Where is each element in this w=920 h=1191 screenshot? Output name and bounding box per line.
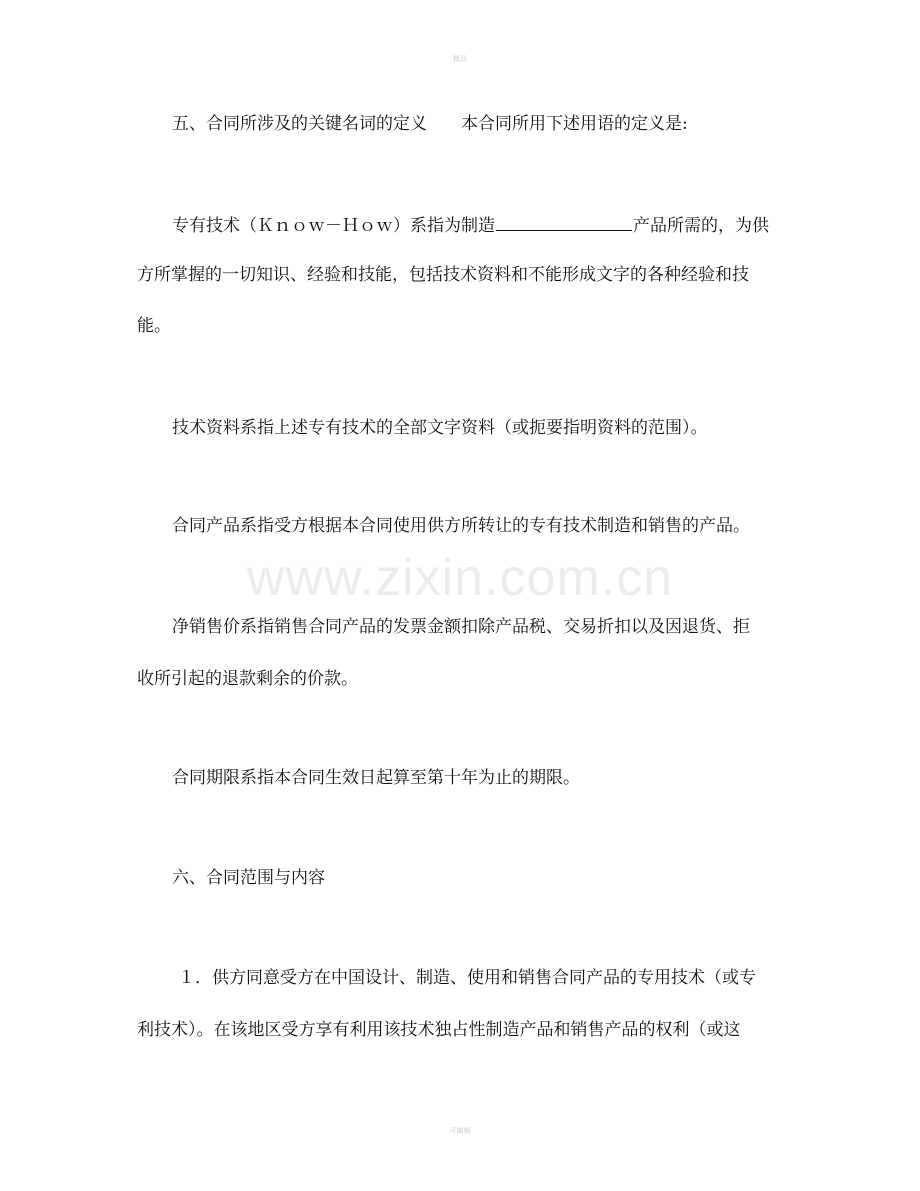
fill-in-blank <box>496 212 632 231</box>
contract-product-definition: 合同产品系指受方根据本合同使用供方所转让的专有技术制造和销售的产品。 <box>172 516 750 536</box>
section-5-title: 五、合同所涉及的关键名词的定义 <box>172 114 427 134</box>
clause-1-line-2: 利技术）。在该地区受方享有利用该技术独占性制造产品和销售产品的权利（或这 <box>137 1020 741 1040</box>
net-sales-price-definition-line-2: 收所引起的退款剩余的价款。 <box>137 669 358 689</box>
contract-term-definition: 合同期限系指本合同生效日起算至第十年为止的期限。 <box>172 768 580 788</box>
clause-1-line-1: １．供方同意受方在中国设计、制造、使用和销售合同产品的专用技术（或专 <box>178 968 756 988</box>
know-how-definition-line-2: 方所掌握的一切知识、经验和技能，包括技术资料和不能形成文字的各种经验和技 <box>137 265 749 285</box>
watermark: www.zixin.com.cn <box>246 549 674 607</box>
know-how-text-a: 专有技术（Ｋｎｏｗ－Ｈｏｗ）系指为制造 <box>172 216 495 236</box>
section-6-heading: 六、合同范围与内容 <box>172 868 325 888</box>
header-mark: 精品 <box>453 55 467 63</box>
know-how-definition-line-1 <box>0 212 920 238</box>
net-sales-price-definition-line-1: 净销售价系指销售合同产品的发票金额扣除产品税、交易折扣以及因退货、拒 <box>172 617 750 637</box>
section-5-intro: 本合同所用下述用语的定义是: <box>461 114 688 134</box>
section-5-heading <box>0 112 920 136</box>
know-how-text-b: 产品所需的，为供 <box>633 216 769 236</box>
know-how-definition-line-3: 能。 <box>137 316 171 336</box>
footer-mark: 可编辑 <box>449 1127 471 1135</box>
technical-data-definition: 技术资料系指上述专有技术的全部文字资料（或扼要指明资料的范围）。 <box>172 418 708 438</box>
